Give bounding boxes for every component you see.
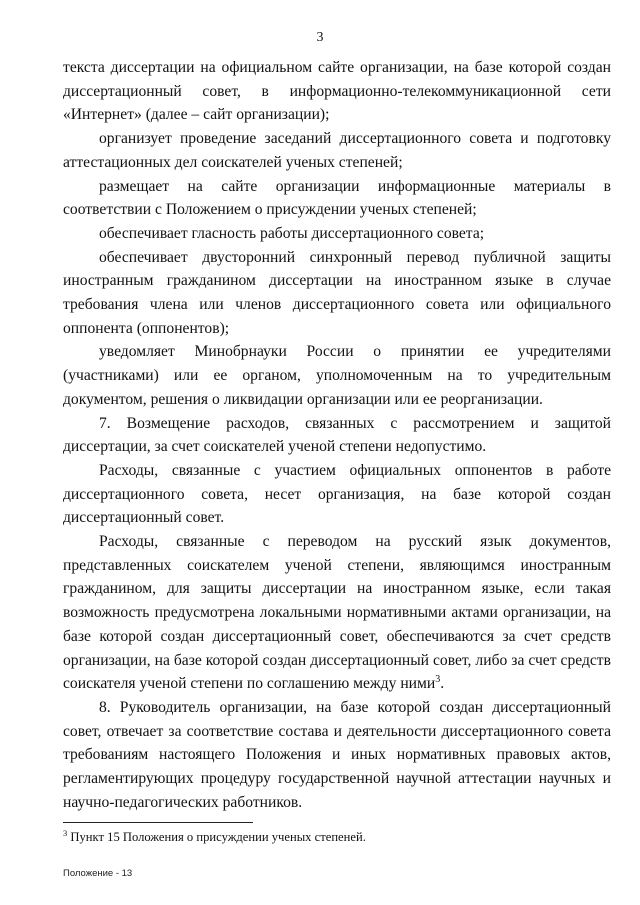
footnote-reference: 3: [435, 674, 441, 686]
paragraph-item-7: 7. Возмещение расходов, связанных с рассмотрением и защитой диссертации, за счет соискателей ученой степени недопустимо.: [63, 414, 611, 456]
paragraph-publishes-materials: размещает на сайте организации информационные материалы в соответствии с Положением о присуждении ученых степеней;: [63, 177, 611, 219]
paragraph-translation: обеспечивает двусторонний синхронный перевод публичной защиты иностранным гражданином диссертации на иностранном языке в случае требования члена или членов диссертационного совета или официального оппонента (оппонентов);: [63, 248, 611, 337]
paragraph-continuation: текста диссертации на официальном сайте организации, на базе которой создан диссертационный совет, в информационно-телекоммуникационной сети «Интернет» (далее – сайт организации);: [63, 59, 611, 124]
translation-costs-text: Расходы, связанные с переводом на русский язык документов, представленных соискателем ученой степени, являющимся иностранным гражданином, для защиты диссертации на иностранном языке, если такая возможность предусмотрена локальными нормативными актами организации, на базе которой создан диссертационный совет, обеспечиваются за счет средств организации, на базе которой создан диссертационный совет, либо за счет средств соискателя ученой степени по соглашению между ними: [63, 533, 611, 693]
paragraph-opponent-costs: Расходы, связанные с участием официальных оппонентов в работе диссертационного совета, несет организация, на базе которой создан диссертационный совет.: [63, 461, 611, 527]
document-body: [63, 56, 611, 815]
footnote-text: Пункт 15 Положения о присуждении ученых степеней.: [70, 830, 366, 844]
page-footer: Положение - 13: [63, 868, 133, 879]
footnote-separator: [63, 822, 253, 823]
paragraph-item-8: 8. Руководитель организации, на базе которой создан диссертационный совет, отвечает за соответствие состава и деятельности диссертационного совета требованиям настоящего Положения и иных нормативных правовых актов, регламентирующих процедуру государственной научной аттестации научных и научно-педагогических работников.: [63, 698, 611, 811]
paragraph-transparency: обеспечивает гласность работы диссертационного совета;: [99, 224, 485, 242]
footnote: [63, 829, 611, 845]
paragraph-organizes-meetings: организует проведение заседаний диссертационного совета и подготовку аттестационных дел соискателей ученых степеней;: [63, 130, 611, 171]
paragraph-notification: уведомляет Минобрнауки России о принятии ее учредителями (участниками) или ее органом, уполномоченным на то учредительным документом, решения о ликвидации организации или ее реорганизации.: [63, 343, 611, 408]
page-number: 3: [316, 30, 324, 45]
paragraph-translation-costs: Расходы, связанные с переводом на русский язык документов, представленных соискателем ученой степени, являющимся иностранным гражданином, для защиты диссертации на иностранном языке, если такая возможность предусмотрена локальными нормативными актами организации, на базе которой создан диссертационный совет, обеспечиваются за счет средств организации, на базе которой создан диссертационный совет, либо за счет средств соискателя ученой степени по соглашению между ними$^3$.: [63, 533, 611, 693]
footnote-marker: 3: [63, 828, 68, 838]
